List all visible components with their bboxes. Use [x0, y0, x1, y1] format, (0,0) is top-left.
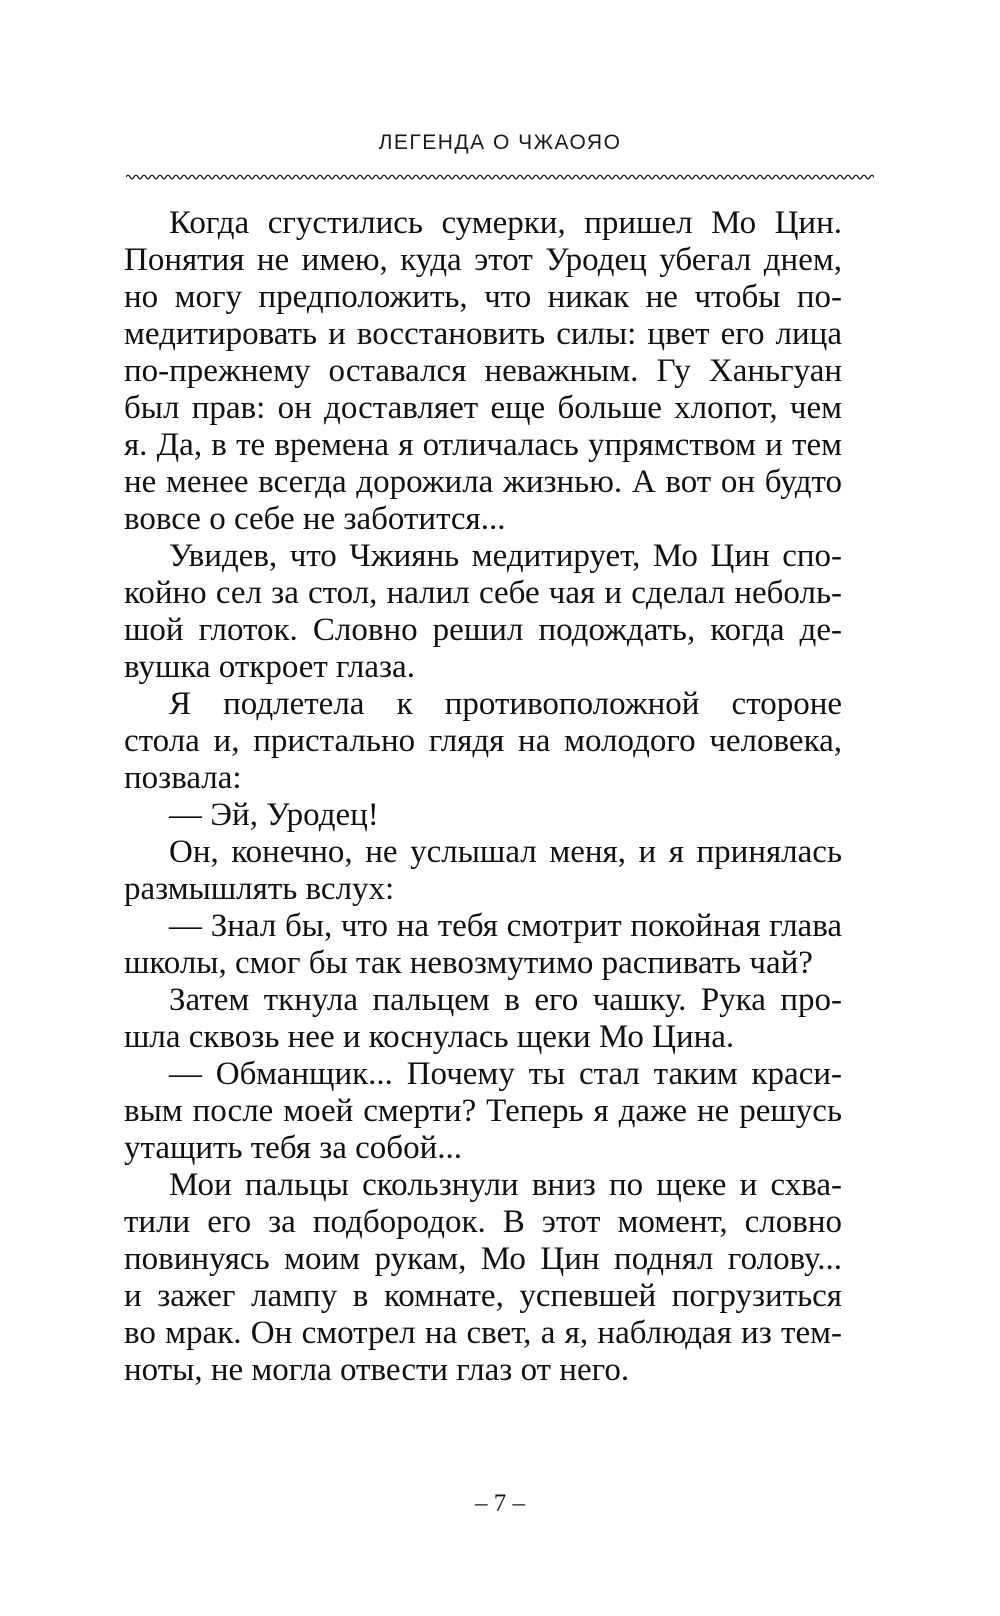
text-line: Я подлетела к противоположной стороне — [169, 686, 842, 722]
text-line: по-прежнему оставался неважным. Гу Ханьгуан — [124, 353, 842, 389]
text-line: медитировать и восстановить силы: цвет его лица — [124, 316, 842, 352]
text-line: — Знал бы, что на тебя смотрит покойная глава — [169, 908, 842, 944]
body-text — [124, 205, 842, 1389]
text-line: и зажег лампу в комнате, успевшей погрузиться — [124, 1278, 842, 1314]
text-line: шла сквозь нее и коснулась щеки Мо Цина. — [124, 1019, 735, 1055]
text-line: Он, конечно, не услышал меня, и я принялась — [169, 834, 842, 870]
text-line: был прав: он доставляет еще больше хлопот, чем — [124, 390, 842, 426]
text-line: размышлять вслух: — [124, 871, 395, 907]
text-line: Увидев, что Чжиянь медитирует, Мо Цин спо- — [169, 538, 842, 574]
text-line: утащить тебя за собой... — [124, 1130, 463, 1166]
text-line: Мои пальцы скользнули вниз по щеке и схва- — [169, 1167, 842, 1203]
text-line: Когда сгустились сумерки, пришел Мо Цин. — [169, 205, 842, 241]
text-line: вовсе о себе не заботится... — [124, 501, 506, 537]
text-line: — Эй, Уродец! — [169, 797, 379, 833]
text-line: но могу предположить, что никак не чтобы по- — [124, 279, 842, 315]
text-line: тили его за подбородок. В этот момент, словно — [124, 1204, 842, 1240]
text-line: стола и, пристально глядя на молодого человека, — [124, 723, 842, 759]
text-line: во мрак. Он смотрел на свет, а я, наблюдая из тем- — [124, 1315, 842, 1351]
wavy-rule-ornament — [126, 172, 874, 182]
text-line: вым после моей смерти? Теперь я даже не решусь — [124, 1093, 842, 1129]
text-line: школы, смог бы так невозмутимо распивать чай? — [124, 945, 813, 981]
text-line: шой глоток. Словно решил подождать, когда де- — [124, 612, 842, 648]
text-line: ноты, не могла отвести глаз от него. — [124, 1352, 630, 1388]
page-number: – 7 – — [475, 1490, 525, 1517]
text-line: вушка откроет глаза. — [124, 649, 415, 685]
text-line: койно сел за стол, налил себе чая и сделал неболь- — [124, 575, 842, 611]
text-line: позвала: — [124, 760, 242, 796]
text-line: Понятия не имею, куда этот Уродец убегал днем, — [124, 242, 842, 278]
running-head: ЛЕГЕНДА О ЧЖАОЯО — [378, 131, 622, 154]
text-line: повинуясь моим рукам, Мо Цин поднял голову... — [124, 1241, 842, 1277]
text-line: не менее всегда дорожила жизнью. А вот он будто — [124, 464, 842, 500]
text-line: — Обманщик... Почему ты стал таким краси- — [169, 1056, 842, 1092]
text-line: я. Да, в те времена я отличалась упрямством и тем — [124, 427, 842, 463]
text-line: Затем ткнула пальцем в его чашку. Рука про- — [169, 982, 842, 1018]
